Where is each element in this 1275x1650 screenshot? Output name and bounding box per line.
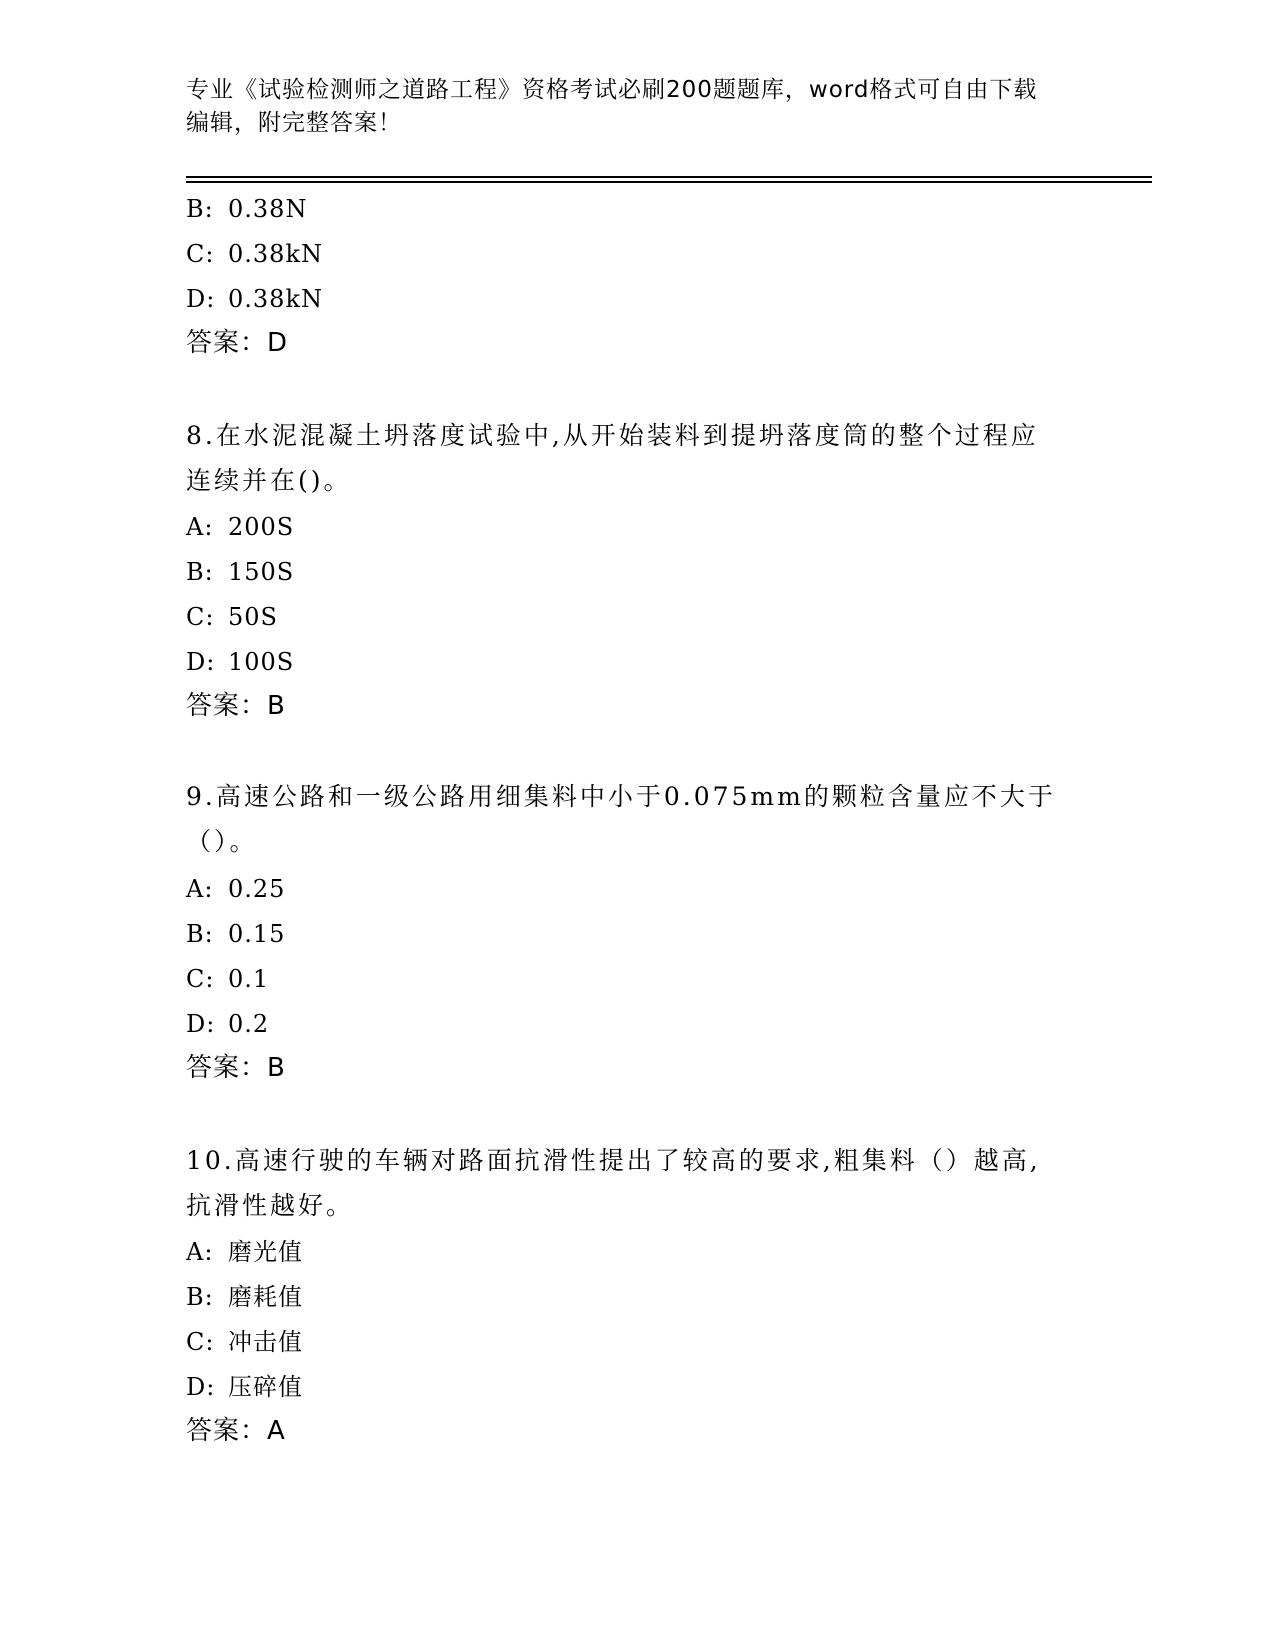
q10-stem-line-2: 抗滑性越好。: [186, 1191, 355, 1220]
q8-answer: 答案：B: [186, 691, 286, 721]
q10-answer: 答案：A: [186, 1416, 286, 1446]
q9-option-b: B: 0.15: [186, 920, 286, 948]
header-line-2: 编辑，附完整答案！: [186, 110, 402, 136]
q7-option-b: B: 0.38N: [186, 195, 308, 223]
q9-option-a: A: 0.25: [186, 875, 286, 903]
q8-stem-line-1: 8.在水泥混凝土坍落度试验中,从开始装料到提坍落度筒的整个过程应: [186, 421, 1039, 450]
document-header: [186, 74, 1096, 140]
q9-option-d: D: 0.2: [186, 1010, 270, 1038]
q7-answer: 答案：D: [186, 328, 289, 358]
q10-option-d: D: 压碎值: [186, 1373, 303, 1401]
q10-option-a: A: 磨光值: [186, 1238, 303, 1266]
q9-answer: 答案：B: [186, 1053, 286, 1083]
q10-stem-line-1: 10.高速行驶的车辆对路面抗滑性提出了较高的要求,粗集料（）越高,: [186, 1146, 1041, 1175]
q8-option-c: C: 50S: [186, 603, 278, 631]
q8-option-b: B: 150S: [186, 558, 295, 586]
q8-option-d: D: 100S: [186, 648, 295, 676]
header-divider-bottom: [186, 181, 1152, 183]
q8-option-a: A: 200S: [186, 513, 295, 541]
header-line-1: 专业《试验检测师之道路工程》资格考试必刷200题题库，word格式可自由下载: [186, 77, 1038, 103]
q10-option-b: B: 磨耗值: [186, 1283, 303, 1311]
q9-stem-line-2: （）。: [186, 827, 258, 856]
q9-stem-line-1: 9.高速公路和一级公路用细集料中小于0.075mm的颗粒含量应不大于: [186, 782, 1056, 811]
q9-option-c: C: 0.1: [186, 965, 270, 993]
q7-option-c: C: 0.38kN: [186, 240, 323, 268]
header-divider-top: [186, 176, 1152, 178]
q7-option-d: D: 0.38kN: [186, 285, 323, 313]
q10-option-c: C: 冲击值: [186, 1328, 303, 1356]
q8-stem-line-2: 连续并在()。: [186, 466, 352, 495]
